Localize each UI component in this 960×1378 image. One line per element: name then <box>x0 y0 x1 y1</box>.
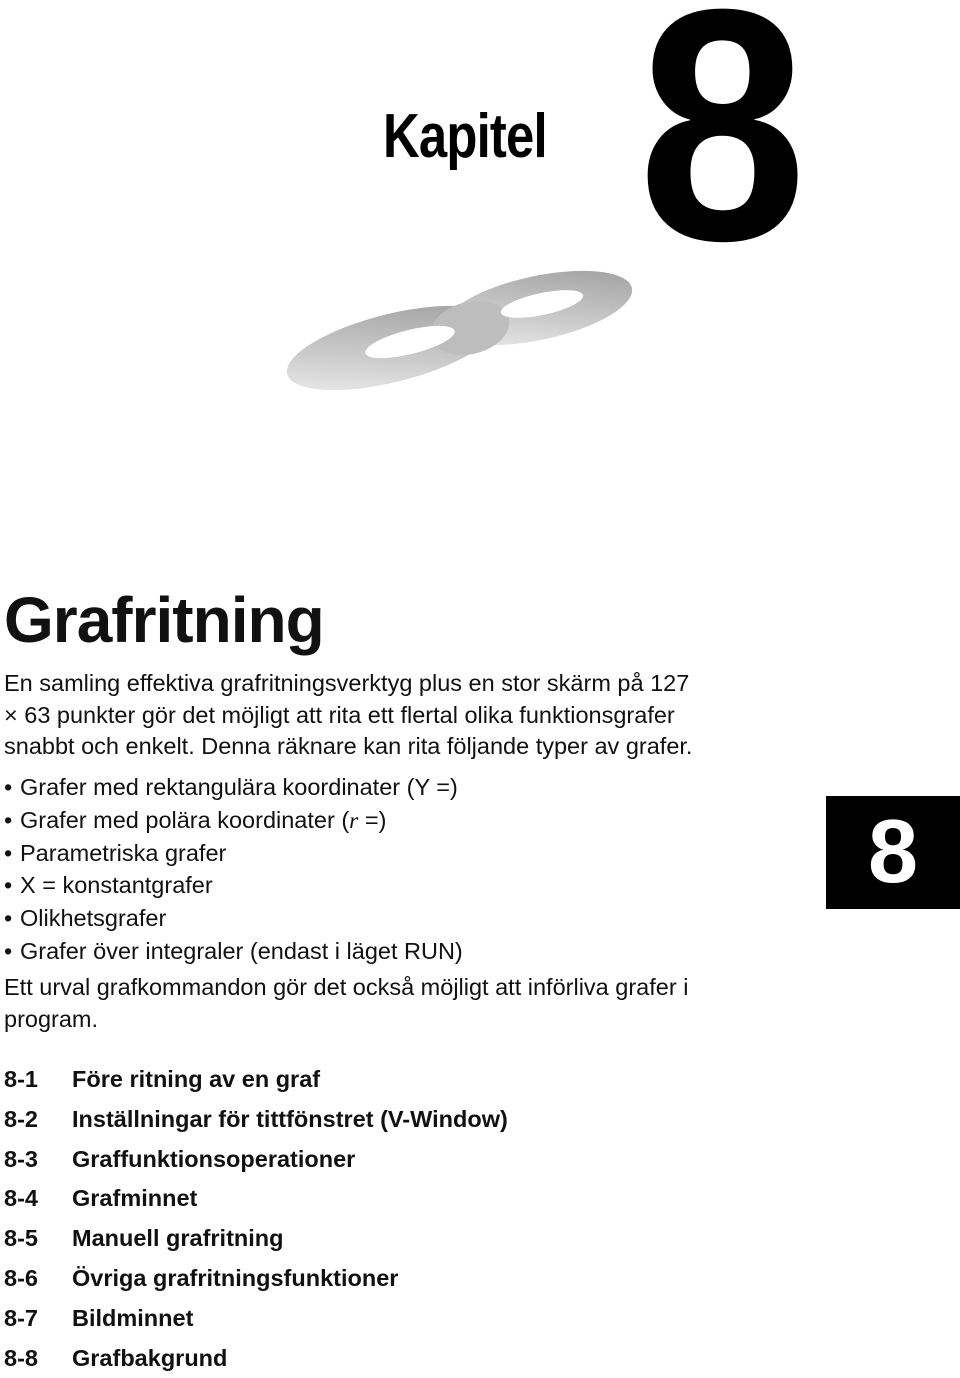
toc-label: Bildminnet <box>72 1304 194 1331</box>
outro-line: Ett urval grafkommandon gör det också möjligt att införliva grafer i <box>4 974 689 1000</box>
toc-label: Grafbakgrund <box>72 1344 228 1371</box>
list-item-text: =) <box>358 806 387 833</box>
chapter-side-tab: 8 <box>826 796 960 909</box>
toc-number: 8-7 <box>4 1304 38 1331</box>
list-item <box>4 869 463 902</box>
toc-label: Inställningar för tittfönstret (V-Window) <box>72 1105 508 1132</box>
toc-number: 8-3 <box>4 1145 38 1172</box>
toc-number: 8-5 <box>4 1225 38 1252</box>
toc-entry <box>4 1100 508 1140</box>
list-item-text: Grafer med polära koordinater ( <box>20 806 350 833</box>
toc-number: 8-8 <box>4 1344 38 1371</box>
chapter-decor-graphic <box>280 260 640 410</box>
toc-number: 8-2 <box>4 1105 38 1132</box>
toc-label: Graffunktionsoperationer <box>72 1145 356 1172</box>
bullet-symbol: • <box>4 806 13 833</box>
toc-entry <box>4 1219 508 1259</box>
table-of-contents <box>4 1060 508 1378</box>
list-item-text: Parametriska grafer <box>20 839 227 866</box>
toc-number: 8-1 <box>4 1066 38 1092</box>
toc-number: 8-6 <box>4 1264 38 1291</box>
outro-line: program. <box>4 1005 99 1032</box>
list-item-text: Grafer över integraler (endast i läget RUN) <box>20 937 463 964</box>
toc-entry <box>4 1140 508 1180</box>
toc-entry <box>4 1259 508 1299</box>
polar-variable: r <box>349 807 359 834</box>
toc-label: Övriga grafritningsfunktioner <box>72 1264 399 1291</box>
intro-paragraph <box>4 668 804 763</box>
list-item-text: Grafer med rektangulära koordinater (Y =) <box>20 774 458 800</box>
toc-label: Grafminnet <box>72 1185 198 1212</box>
toc-number: 8-4 <box>4 1185 38 1212</box>
list-item <box>4 935 463 968</box>
chapter-label: Kapitel <box>383 102 547 171</box>
intro-line: × 63 punkter gör det möjligt att rita ett flertal olika funktionsgrafer <box>4 701 675 728</box>
toc-entry <box>4 1299 508 1339</box>
intro-line: snabbt och enkelt. Denna räknare kan rita följande typer av grafer. <box>4 733 693 759</box>
toc-entry <box>4 1179 508 1219</box>
toc-label: Före ritning av en graf <box>72 1066 321 1092</box>
graph-types-list <box>4 771 463 968</box>
list-item-text: Olikhetsgrafer <box>20 905 167 932</box>
list-item <box>4 804 463 837</box>
list-item <box>4 837 463 870</box>
bullet-symbol: • <box>4 774 13 800</box>
outro-paragraph <box>4 972 824 1035</box>
toc-entry <box>4 1060 508 1100</box>
toc-entry <box>4 1339 508 1378</box>
bullet-symbol: • <box>4 905 13 932</box>
intro-line: En samling effektiva grafritningsverktyg plus en stor skärm på 127 <box>4 670 690 696</box>
bullet-symbol: • <box>4 937 13 964</box>
page-title: Grafritning <box>4 584 324 656</box>
chapter-number: 8 <box>638 0 807 309</box>
toc-label: Manuell grafritning <box>72 1225 284 1252</box>
list-item-text: X = konstantgrafer <box>20 872 213 899</box>
list-item <box>4 902 463 935</box>
list-item <box>4 771 463 804</box>
decor-figure-eight-shape <box>280 260 639 407</box>
bullet-symbol: • <box>4 872 13 899</box>
bullet-symbol: • <box>4 839 13 866</box>
